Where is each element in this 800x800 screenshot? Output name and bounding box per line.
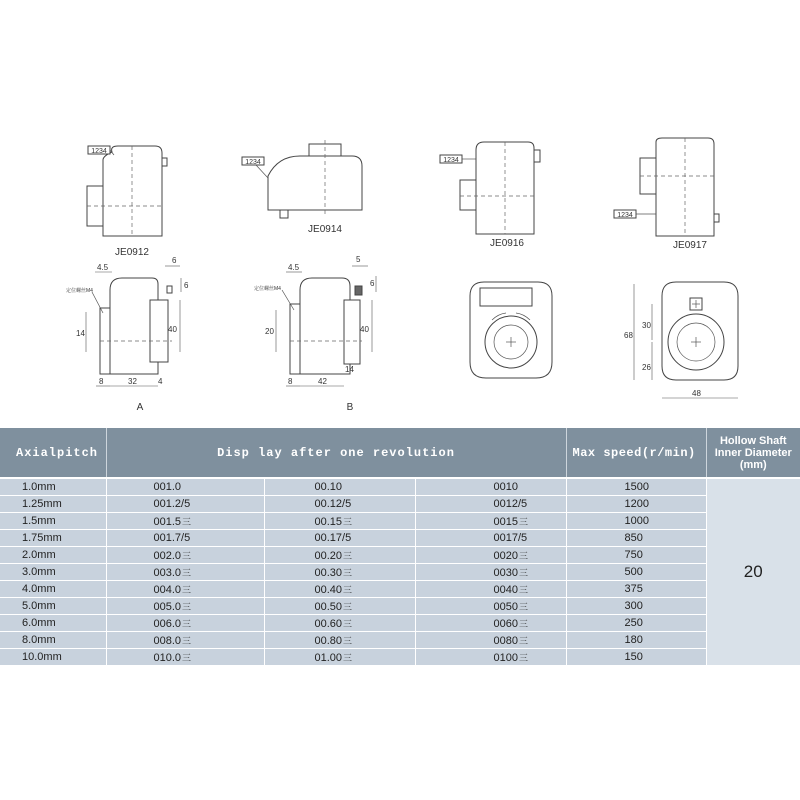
cell-axialpitch: 1.75mm bbox=[0, 530, 106, 547]
decimal-indicator-icon: 三 bbox=[518, 635, 527, 646]
decimal-indicator-icon: 三 bbox=[518, 516, 527, 527]
cell-display-1: 005.0三 bbox=[106, 598, 264, 615]
cell-display-3: 0015三 bbox=[415, 513, 566, 530]
decimal-indicator-icon: 三 bbox=[518, 584, 527, 595]
decimal-indicator-icon: 三 bbox=[343, 516, 352, 527]
svg-text:14: 14 bbox=[345, 365, 354, 374]
decimal-indicator-icon: 三 bbox=[343, 635, 352, 646]
cell-display-3: 0030三 bbox=[415, 564, 566, 581]
header-hollow-shaft: Hollow Shaft Inner Diameter (mm) bbox=[706, 428, 800, 478]
cell-max-speed: 180 bbox=[566, 632, 706, 649]
cell-display-1: 010.0三 bbox=[106, 649, 264, 666]
digit-counter-icon bbox=[242, 157, 264, 166]
cell-display-3: 0060三 bbox=[415, 615, 566, 632]
cell-max-speed: 850 bbox=[566, 530, 706, 547]
cell-display-1: 001.7/5 bbox=[106, 530, 264, 547]
svg-text:20: 20 bbox=[265, 327, 274, 336]
model-label-je0914: JE0914 bbox=[308, 224, 342, 235]
cell-max-speed: 750 bbox=[566, 547, 706, 564]
table-row bbox=[0, 530, 800, 547]
decimal-indicator-icon: 三 bbox=[518, 601, 527, 612]
model-label-je0916: JE0916 bbox=[490, 238, 524, 249]
svg-text:40: 40 bbox=[360, 325, 369, 334]
table-row bbox=[0, 513, 800, 530]
svg-text:6: 6 bbox=[172, 256, 177, 265]
decimal-indicator-icon: 三 bbox=[518, 618, 527, 629]
table-row bbox=[0, 478, 800, 496]
table-row bbox=[0, 547, 800, 564]
cell-display-3: 0100三 bbox=[415, 649, 566, 666]
cell-axialpitch: 10.0mm bbox=[0, 649, 106, 666]
cell-display-1: 001.2/5 bbox=[106, 496, 264, 513]
cell-hollow-diameter: 20 bbox=[706, 478, 800, 665]
table-header-row bbox=[0, 428, 800, 478]
model-label-je0917: JE0917 bbox=[673, 240, 707, 251]
cell-max-speed: 1500 bbox=[566, 478, 706, 496]
decimal-indicator-icon: 三 bbox=[343, 550, 352, 561]
cell-axialpitch: 5.0mm bbox=[0, 598, 106, 615]
decimal-indicator-icon: 三 bbox=[182, 516, 191, 527]
decimal-indicator-icon: 三 bbox=[343, 584, 352, 595]
cell-axialpitch: 1.0mm bbox=[0, 478, 106, 496]
cell-axialpitch: 1.25mm bbox=[0, 496, 106, 513]
dimension-view-a bbox=[66, 256, 189, 413]
svg-text:1234: 1234 bbox=[245, 159, 261, 166]
cell-max-speed: 300 bbox=[566, 598, 706, 615]
drawing-je0914 bbox=[242, 140, 362, 235]
table-row bbox=[0, 581, 800, 598]
cell-max-speed: 150 bbox=[566, 649, 706, 666]
decimal-indicator-icon: 三 bbox=[182, 635, 191, 646]
svg-text:30: 30 bbox=[642, 321, 651, 330]
cell-display-3: 0050三 bbox=[415, 598, 566, 615]
decimal-indicator-icon: 三 bbox=[182, 601, 191, 612]
cell-display-1: 006.0三 bbox=[106, 615, 264, 632]
cell-max-speed: 1000 bbox=[566, 513, 706, 530]
drawing-je0912 bbox=[87, 146, 167, 258]
svg-text:14: 14 bbox=[76, 329, 85, 338]
cell-display-2: 00.10 bbox=[264, 478, 415, 496]
drawing-je0917 bbox=[614, 138, 719, 251]
front-view-dial bbox=[470, 282, 552, 378]
front-view-je0917 bbox=[624, 282, 738, 398]
cell-display-3: 0010 bbox=[415, 478, 566, 496]
cell-display-2: 00.80三 bbox=[264, 632, 415, 649]
decimal-indicator-icon: 三 bbox=[182, 652, 191, 663]
svg-text:48: 48 bbox=[692, 389, 701, 398]
cell-display-3: 0040三 bbox=[415, 581, 566, 598]
cell-display-1: 008.0三 bbox=[106, 632, 264, 649]
digit-counter-icon bbox=[440, 155, 462, 164]
drawing-je0916 bbox=[440, 142, 540, 249]
svg-text:1234: 1234 bbox=[617, 212, 633, 219]
cell-display-2: 00.12/5 bbox=[264, 496, 415, 513]
cell-display-1: 001.0 bbox=[106, 478, 264, 496]
header-display: Disp lay after one revolution bbox=[106, 428, 566, 478]
svg-text:6: 6 bbox=[184, 281, 189, 290]
svg-text:8: 8 bbox=[288, 377, 293, 386]
table-row bbox=[0, 649, 800, 666]
cell-display-3: 0017/5 bbox=[415, 530, 566, 547]
svg-text:8: 8 bbox=[99, 377, 104, 386]
decimal-indicator-icon: 三 bbox=[518, 567, 527, 578]
model-label-je0912: JE0912 bbox=[115, 247, 149, 258]
svg-text:68: 68 bbox=[624, 331, 633, 340]
svg-text:32: 32 bbox=[128, 377, 137, 386]
decimal-indicator-icon: 三 bbox=[182, 584, 191, 595]
cell-display-1: 004.0三 bbox=[106, 581, 264, 598]
svg-text:5: 5 bbox=[356, 255, 361, 264]
cell-axialpitch: 8.0mm bbox=[0, 632, 106, 649]
cell-max-speed: 375 bbox=[566, 581, 706, 598]
svg-text:6: 6 bbox=[370, 279, 375, 288]
cell-display-2: 00.15三 bbox=[264, 513, 415, 530]
svg-text:26: 26 bbox=[642, 363, 651, 372]
svg-text:4.5: 4.5 bbox=[97, 263, 109, 272]
svg-text:40: 40 bbox=[168, 325, 177, 334]
table-row bbox=[0, 564, 800, 581]
cell-display-2: 00.50三 bbox=[264, 598, 415, 615]
view-label-a: A bbox=[136, 402, 144, 413]
cell-display-1: 003.0三 bbox=[106, 564, 264, 581]
decimal-indicator-icon: 三 bbox=[343, 652, 352, 663]
digit-counter-icon bbox=[614, 210, 636, 219]
svg-text:定位螺丝M4: 定位螺丝M4 bbox=[66, 288, 93, 294]
cell-display-2: 00.20三 bbox=[264, 547, 415, 564]
cell-axialpitch: 6.0mm bbox=[0, 615, 106, 632]
cell-max-speed: 500 bbox=[566, 564, 706, 581]
specification-table bbox=[0, 428, 800, 665]
decimal-indicator-icon: 三 bbox=[182, 567, 191, 578]
svg-text:1234: 1234 bbox=[91, 148, 107, 155]
table-row bbox=[0, 615, 800, 632]
header-max-speed: Max speed(r/min) bbox=[566, 428, 706, 478]
decimal-indicator-icon: 三 bbox=[182, 618, 191, 629]
cell-axialpitch: 4.0mm bbox=[0, 581, 106, 598]
svg-text:4: 4 bbox=[158, 377, 163, 386]
decimal-indicator-icon: 三 bbox=[343, 618, 352, 629]
cell-display-2: 00.40三 bbox=[264, 581, 415, 598]
cell-display-2: 01.00三 bbox=[264, 649, 415, 666]
svg-text:4.5: 4.5 bbox=[288, 263, 300, 272]
table-row bbox=[0, 632, 800, 649]
cell-display-3: 0080三 bbox=[415, 632, 566, 649]
cell-max-speed: 250 bbox=[566, 615, 706, 632]
svg-text:定位螺丝M4: 定位螺丝M4 bbox=[254, 286, 281, 292]
decimal-indicator-icon: 三 bbox=[518, 550, 527, 561]
table-row bbox=[0, 598, 800, 615]
decimal-indicator-icon: 三 bbox=[182, 550, 191, 561]
table-row bbox=[0, 496, 800, 513]
cell-display-2: 00.60三 bbox=[264, 615, 415, 632]
cell-axialpitch: 1.5mm bbox=[0, 513, 106, 530]
cell-display-3: 0012/5 bbox=[415, 496, 566, 513]
cell-display-2: 00.30三 bbox=[264, 564, 415, 581]
decimal-indicator-icon: 三 bbox=[343, 567, 352, 578]
cell-max-speed: 1200 bbox=[566, 496, 706, 513]
svg-text:1234: 1234 bbox=[443, 157, 459, 164]
cell-display-1: 002.0三 bbox=[106, 547, 264, 564]
dimension-view-b bbox=[254, 255, 376, 413]
cell-axialpitch: 3.0mm bbox=[0, 564, 106, 581]
digit-counter-icon bbox=[88, 146, 110, 155]
cell-display-2: 00.17/5 bbox=[264, 530, 415, 547]
header-axialpitch: Axialpitch bbox=[0, 428, 106, 478]
cell-display-1: 001.5三 bbox=[106, 513, 264, 530]
cell-axialpitch: 2.0mm bbox=[0, 547, 106, 564]
decimal-indicator-icon: 三 bbox=[343, 601, 352, 612]
view-label-b: B bbox=[346, 402, 354, 413]
cell-display-3: 0020三 bbox=[415, 547, 566, 564]
decimal-indicator-icon: 三 bbox=[518, 652, 527, 663]
svg-text:42: 42 bbox=[318, 377, 327, 386]
